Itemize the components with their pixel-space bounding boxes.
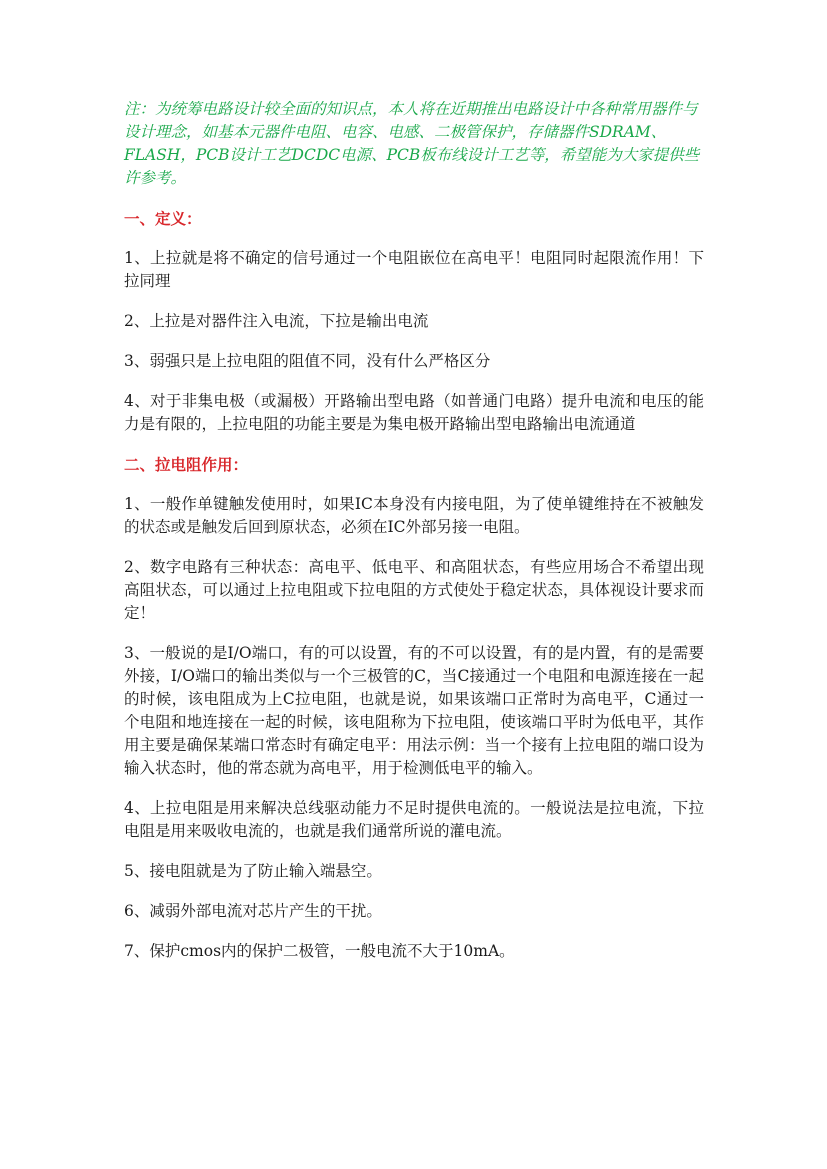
function-item-4: 4、上拉电阻是用来解决总线驱动能力不足时提供电流的。一般说法是拉电流，下拉电阻是用来吸收电流的，也就是我们通常所说的灌电流。 [124, 799, 704, 840]
definition-item-3: 3、弱强只是上拉电阻的阻值不同，没有什么严格区分 [124, 352, 491, 370]
section-heading-definition: 一、定义： [124, 209, 202, 228]
definition-item-1: 1、上拉就是将不确定的信号通过一个电阻嵌位在高电平！电阻同时起限流作用！下拉同理 [124, 249, 704, 290]
definition-item-4: 4、对于非集电极（或漏极）开路输出型电路（如普通门电路）提升电流和电压的能力是有限的，上拉电阻的功能主要是为集电极开路输出型电路输出电流通道 [124, 392, 704, 433]
document-page [124, 98, 704, 980]
function-item-1: 1、一般作单键触发使用时，如果IC本身没有内接电阻，为了使单键维持在不被触发的状态或是触发后回到原状态，必须在IC外部另接一电阻。 [124, 495, 704, 536]
function-item-6: 6、减弱外部电流对芯片产生的干扰。 [124, 902, 382, 920]
function-item-3: 3、一般说的是I/O端口，有的可以设置，有的不可以设置，有的是内置，有的是需要外接，I/O端口的输出类似与一个三极管的C，当C接通过一个电阻和电源连接在一起的时候，该电阻成为上C拉电阻，也就是说，如果该端口正常时为高电平，C通过一个电阻和地连接在一起的时候，该电阻称为下拉电阻，使该端口平时为低电平，其作用主要是确保某端口常态时有确定电平：用法示例：当一个接有上拉电阻的端口设为输入状态时，他的常态就为高电平，用于检测低电平的输入。 [124, 644, 704, 777]
function-item-7: 7、保护cmos内的保护二极管，一般电流不大于10mA。 [124, 942, 515, 960]
section-heading-resistor-function: 二、拉电阻作用： [124, 455, 249, 474]
definition-item-2: 2、上拉是对器件注入电流，下拉是输出电流 [124, 312, 429, 330]
section-resistor-function [124, 453, 704, 963]
function-item-2: 2、数字电路有三种状态：高电平、低电平、和高阻状态，有些应用场合不希望出现高阻状态，可以通过上拉电阻或下拉电阻的方式使处于稳定状态，具体视设计要求而定！ [124, 558, 704, 622]
function-item-5: 5、接电阻就是为了防止输入端悬空。 [124, 862, 382, 880]
intro-note: 注：为统筹电路设计较全面的知识点，本人将在近期推出电路设计中各种常用器件与设计理念，如基本元器件电阻、电容、电感、二极管保护，存储器件SDRAM、FLASH，PCB设计工艺DCDC电源、PCB板布线设计工艺等，希望能为大家提供些许参考。 [124, 100, 700, 187]
section-definition [124, 207, 704, 436]
